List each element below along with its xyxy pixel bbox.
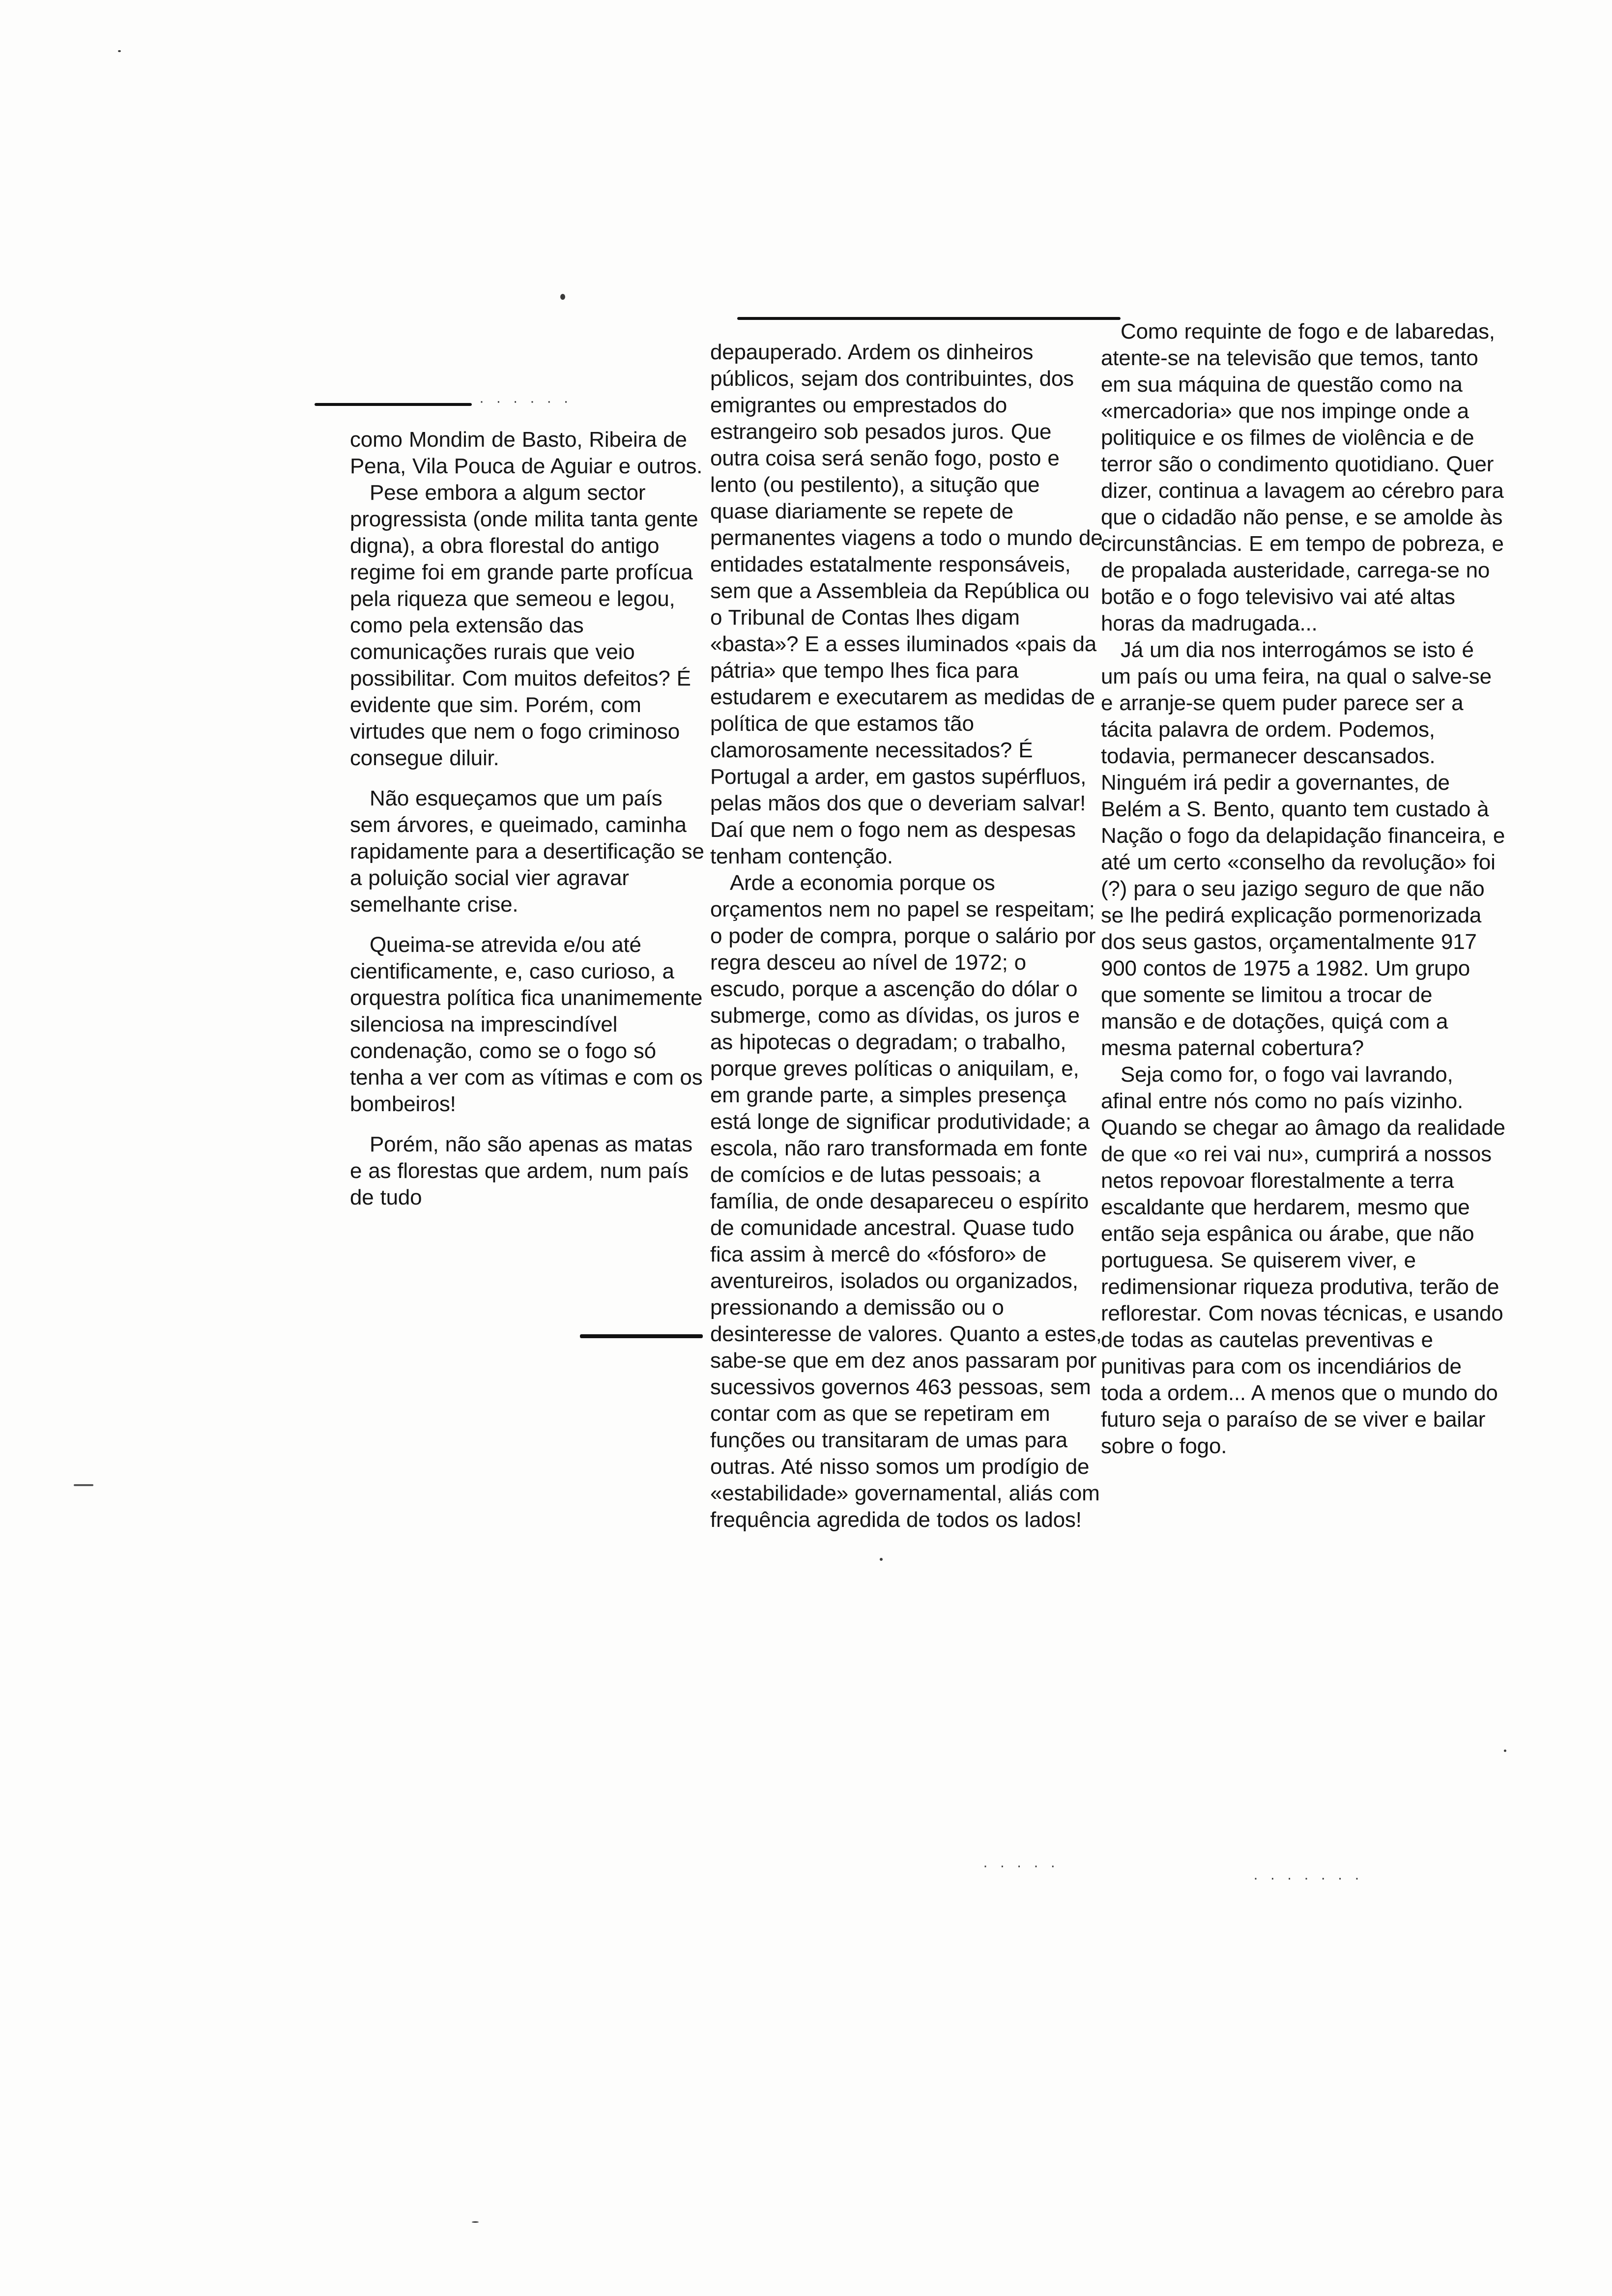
column2-paragraph: depauperado. Ardem os dinheiros públicos, sejam dos contribuintes, dos emigrantes ou emprestados do estrangeiro sob pesados juros. Que outra coisa será senão fogo, posto e lento (ou pestilento), a situção que quase diariamente se repete de permanentes viagens a todo o mundo de entidades estatalmente responsáveis, sem que a Assembleia da República ou o Tribunal de Contas lhes digam «basta»? E a esses iluminados «pais da pátria» que tempo lhes fica para estudarem e executarem as medidas de política de que estamos tão clamorosamente necessitados? É Portugal a arder, em gastos supérfluos, pelas mãos dos que o deveriam salvar! Daí que nem o fogo nem as despesas tenham contenção. (710, 340, 1103, 868)
column2-top-rule (737, 317, 1121, 320)
column3-bottom-dots: · · · · · · · (1253, 1870, 1363, 1886)
column1-paragraph: como Mondim de Basto, Ribeira de Pena, Vila Pouca de Aguiar e outros. (350, 428, 703, 478)
column3-paragraph: Seja como for, o fogo vai lavrando, afinal entre nós como no país vizinho. Quando se chegar ao âmago da realidade de que «o rei vai nu», cumprirá a nossos netos repovoar florestalmente a terra escaldante que herdarem, mesmo que então seja espânica ou árabe, que não portuguesa. Se quiserem viver, e redimensionar riqueza produtiva, terão de reflorestar. Com novas técnicas, e usando de todas as cautelas preventivas e punitivas para com os incendiários de toda a ordem... A menos que o mundo do futuro seja o paraíso de se viver e bailar sobre o fogo. (1101, 1062, 1505, 1458)
scan-speck (1504, 1750, 1506, 1752)
column3-paragraph: Já um dia nos interrogámos se isto é um país ou uma feira, na qual o salve-se e arranje-se quem puder parece ser a tácita palavra de ordem. Podemos, todavia, permanecer descansados. Ninguém irá pedir a governantes, de Belém a S. Bento, quanto tem custado à Nação o fogo da delapidação financeira, e até um certo «conselho da revolução» foi (?) para o seu jazigo seguro de que não se lhe pedirá explicação pormenorizada dos seus gastos, orçamentalmente 917 900 contos de 1975 a 1982. Um grupo que somente se limitou a trocar de mansão e de dotações, quiçá com a mesma paternal cobertura? (1101, 638, 1505, 1060)
column1-top-rule (315, 403, 472, 406)
scan-speck (118, 50, 121, 52)
article-column-3 (1101, 318, 1509, 1460)
article-column-2 (710, 339, 1103, 1533)
article-column-1 (350, 427, 709, 1211)
column1-paragraph: Porém, não são apenas as matas e as florestas que ardem, num país de tudo (350, 1132, 692, 1209)
column1-paragraph: Queima-se atrevida e/ou até cientificamente, e, caso curioso, a orquestra política fica unanimemente silenciosa na imprescindível condenação, como se o fogo só tenha a ver com as vítimas e com os bombeiros! (350, 933, 703, 1116)
column3-paragraph: Como requinte de fogo e de labaredas, atente-se na televisão que temos, tanto em sua máquina de questão como na «mercadoria» que nos impinge onde a politiquice e os filmes de violência e de terror são o condimento quotidiano. Quer dizer, continua a lavagem ao cérebro para que o cidadão não pense, e se amolde às circunstâncias. E em tempo de pobreza, e de propalada austeridade, carrega-se no botão e o fogo televisivo vai até altas horas da madrugada... (1101, 319, 1504, 635)
column1-paragraph: Não esqueçamos que um país sem árvores, e queimado, caminha rapidamente para a desertificação se a poluição social vier agravar semelhante crise. (350, 786, 704, 917)
scan-speck (472, 2221, 479, 2223)
column1-bottom-rule (580, 1334, 703, 1338)
column2-bottom-dots: · · · · · (983, 1858, 1060, 1874)
column1-top-dots: · · · · · · (479, 393, 573, 409)
scan-speck (560, 294, 565, 300)
scan-speck (74, 1484, 93, 1486)
column2-paragraph: Arde a economia porque os orçamentos nem no papel se respeitam; o poder de compra, porque o salário por regra desceu ao nível de 1972; o escudo, porque a ascenção do dólar o submerge, como as dívidas, os juros e as hipotecas o degradam; o trabalho, porque greves políticas o aniquilam, e, em grande parte, a simples presença está longe de significar produtividade; a escola, não raro transformada em fonte de comícios e de lutas pessoais; a família, de onde desapareceu o espírito de comunidade ancestral. Quase tudo fica assim à mercê do «fósforo» de aventureiros, isolados ou organizados, pressionando a demissão ou o desinteresse de valores. Quanto a estes, sabe-se que em dez anos passaram por sucessivos governos 463 pessoas, sem contar com as que se repetiram em funções ou transitaram de umas para outras. Até nisso somos um prodígio de «estabilidade» governamental, aliás com frequência agredida de todos os lados! (710, 871, 1102, 1532)
column1-paragraph: Pese embora a algum sector progressista (onde milita tanta gente digna), a obra florestal do antigo regime foi em grande parte profícua pela riqueza que semeou e legou, como pela extensão das comunicações rurais que veio possibilitar. Com muitos defeitos? É evidente que sim. Porém, com virtudes que nem o fogo criminoso consegue diluir. (350, 481, 698, 770)
scan-speck (880, 1558, 883, 1561)
